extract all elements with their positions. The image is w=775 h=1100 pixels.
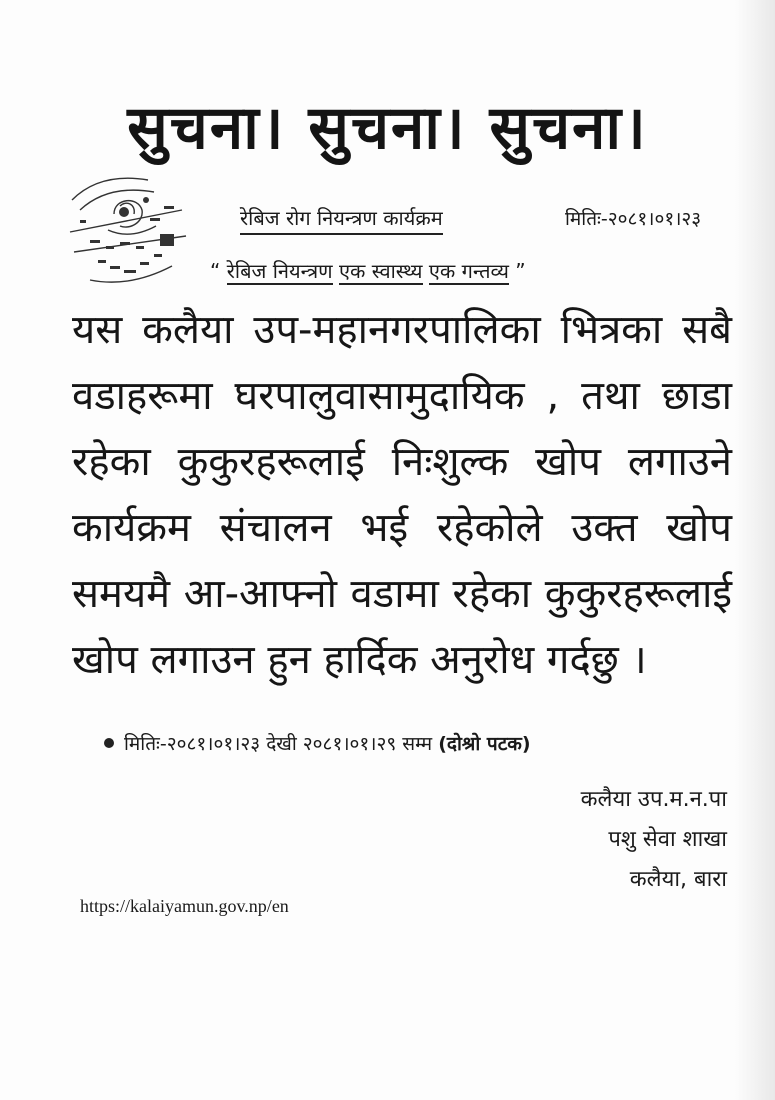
schedule-round: (दोश्रो पटक): [438, 733, 531, 755]
body-line-5: समयमै आ-आफ्नो वडामा रहेका कुकुरहरूलाई: [72, 571, 732, 617]
signature-section: पशु सेवा शाखा: [608, 827, 727, 852]
slogan-open-quote: “: [210, 259, 221, 283]
notice-date: मितिः-२०८१।०१।२३: [565, 208, 702, 230]
slogan-part-2: एक स्वास्थ्य: [338, 259, 423, 283]
body-line-1: यस कलैया उप-महानगरपालिका भित्रका सबै: [72, 307, 732, 353]
slogan-close-quote: ”: [515, 259, 526, 283]
body-line-4: कार्यक्रम संचालन भई रहेकोले उक्त खोप: [72, 505, 732, 551]
signature-location: कलैया, बारा: [629, 867, 727, 892]
program-name: रेबिज रोग नियन्त्रण कार्यक्रम: [240, 205, 443, 235]
body-line-2: वडाहरूमा घरपालुवासामुदायिक , तथा छाडा: [72, 373, 732, 419]
municipality-seal-stamp: [60, 170, 192, 290]
signature-block: [581, 780, 727, 900]
body-line-6: खोप लगाउन हुन हार्दिक अनुरोध गर्दछु ।: [72, 637, 647, 683]
schedule-line: [104, 730, 531, 758]
slogan: [210, 258, 526, 284]
signature-office: कलैया उप.म.न.पा: [580, 787, 727, 812]
slogan-part-1: रेबिज नियन्त्रण: [226, 259, 333, 283]
notice-title: सुचना। सुचना। सुचना।: [127, 93, 648, 163]
bullet-icon: [104, 738, 114, 748]
schedule-dates: मितिः-२०८१।०१।२३ देखी २०८१।०१।२९ सम्म: [124, 733, 433, 755]
body-line-3: रहेका कुकुरहरूलाई निःशुल्क खोप लगाउने: [72, 439, 732, 485]
website-url: https://kalaiyamun.gov.np/en: [80, 896, 289, 916]
slogan-part-3: एक गन्तव्य: [428, 259, 509, 283]
